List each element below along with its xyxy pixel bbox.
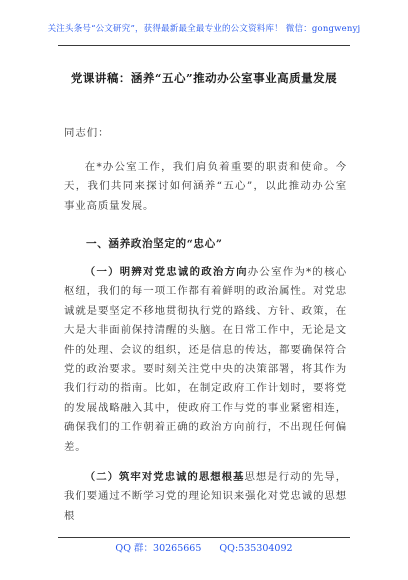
intro-paragraph: 在*办公室工作，我们肩负着重要的职责和使命。今天，我们共同来探讨如何涵养“五心”，以此推动办公室事业高质量发展。 — [64, 161, 347, 212]
footer-qq-group: QQ 群：30265665 — [115, 543, 202, 554]
footer-qq-number: QQ:535304092 — [219, 543, 293, 554]
paragraph-text: 思想是行动的先导，我们要通过不断学习党的理论知识来强化对党忠诚的思想根 — [64, 471, 347, 522]
paragraph-political-direction — [64, 263, 347, 457]
header-banner: 关注头条号“公文研究”，获得最新最全最专业的公文资料库！ 微信：gongwenyj — [47, 24, 361, 34]
subsection-label: （二）筑牢对党忠诚的思想根基 — [84, 471, 245, 483]
footer-divider — [58, 537, 350, 538]
section-heading: 一、涵养政治坚定的“忠心” — [86, 238, 223, 250]
document-title: 党课讲稿：涵养“五心”推动办公室事业高质量发展 — [70, 71, 338, 85]
subsection-label: （一）明辨对党忠诚的政治方向 — [84, 266, 248, 278]
paragraph-text: 办公室作为*的核心枢纽，我们的每一项工作都有着鲜明的政治属性。对党忠诚就是要坚定不移地贯彻执行党的路线、方针、政策，在大是大非面前保持清醒的头脑。在日常工作中，无论是文件的处理、会议的组织，还是信息的传达，都要确保符合党的政治要求。要时刻关注党中央的决策部署，将其作为我们行动的指南。比如，在制定政府工作计划时，要将党的发展战略融入其中，使政府工作与党的事业紧密相连，确保我们的工作朝着正确的政治方向前行，不出现任何偏差。 — [64, 266, 348, 453]
salutation: 同志们： — [64, 127, 110, 139]
header-divider — [58, 45, 350, 46]
paragraph-ideological-foundation — [64, 468, 347, 526]
footer-contact — [0, 540, 408, 554]
